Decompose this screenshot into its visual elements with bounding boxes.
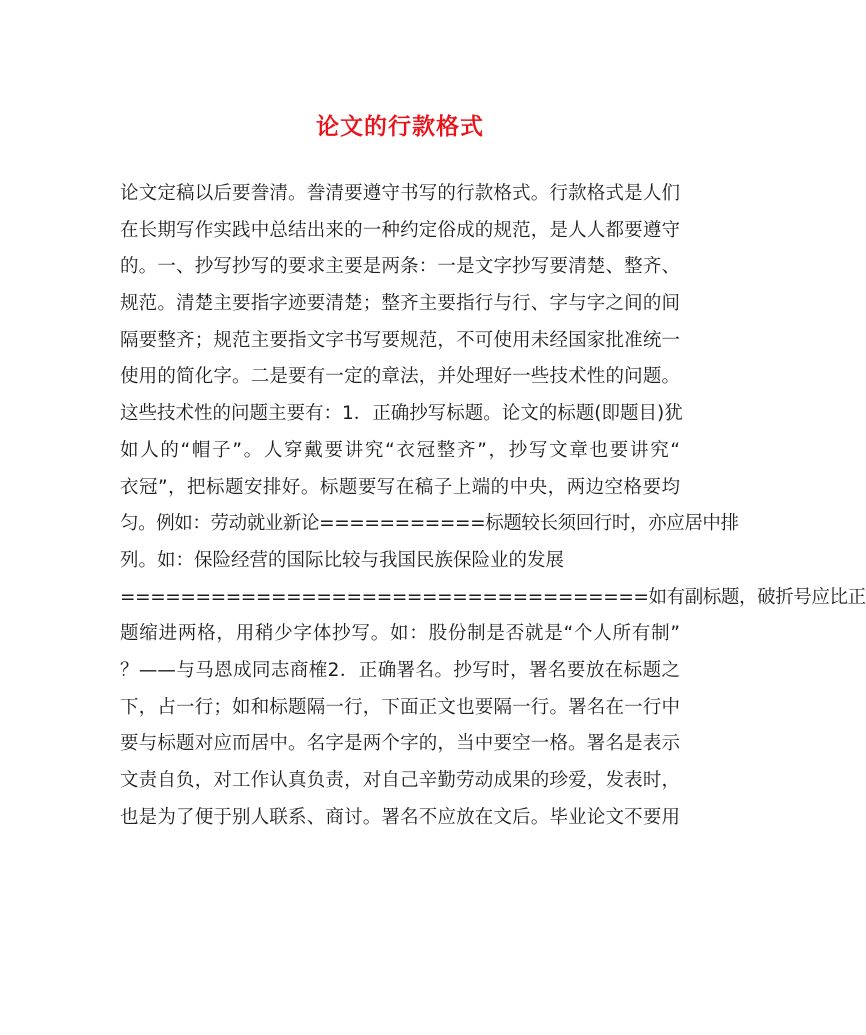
body-line: 列。如：保险经营的国际比较与我国民族保险业的发展: [120, 549, 565, 571]
body-line: 隔要整齐；规范主要指文字书写要规范，不可使用未经国家批准统一: [120, 329, 680, 351]
body-line: 题缩进两格，用稍少字体抄写。如：股份制是否就是“个人所有制”: [120, 623, 680, 645]
body-line: 下，占一行；如和标题隔一行，下面正文也要隔一行。署名在一行中: [120, 696, 680, 718]
body-line: 也是为了便于别人联系、商讨。署名不应放在文后。毕业论文不要用: [120, 806, 680, 828]
body-line: 在长期写作实践中总结出来的一种约定俗成的规范，是人人都要遵守: [120, 219, 680, 241]
body-line: 的。一、抄写抄写的要求主要是两条：一是文字抄写要清楚、整齐、: [120, 256, 680, 278]
body-line: 文责自负，对工作认真负责，对自己辛勤劳动成果的珍爱，发表时，: [120, 770, 680, 791]
document-body: [120, 176, 866, 836]
body-line: 规范。清楚主要指字迹要清楚；整齐主要指行与行、字与字之间的间: [120, 293, 680, 315]
body-line: 使用的简化字。二是要有一定的章法，并处理好一些技术性的问题。: [120, 366, 680, 388]
body-line: ？——与马恩成同志商榷2．正确署名。抄写时，署名要放在标题之: [120, 659, 680, 681]
body-line: 匀。例如：劳动就业新论===========标题较长须回行时，亦应居中排: [120, 513, 739, 535]
body-line: ===================================如有副标题，破折号应比正: [120, 586, 866, 608]
body-line: 论文定稿以后要誊清。誊清要遵守书写的行款格式。行款格式是人们: [120, 183, 680, 204]
body-line: 衣冠”，把标题安排好。标题要写在稿子上端的中央，两边空格要均: [120, 476, 680, 498]
body-line: 这些技术性的问题主要有：1．正确抄写标题。论文的标题(即题目)犹: [120, 403, 683, 425]
document-title: 论文的行款格式: [316, 113, 484, 140]
body-line: 要与标题对应而居中。名字是两个字的，当中要空一格。署名是表示: [120, 733, 680, 755]
body-line: 如人的“帽子”。人穿戴要讲究“衣冠整齐”，抄写文章也要讲究“: [120, 439, 680, 461]
